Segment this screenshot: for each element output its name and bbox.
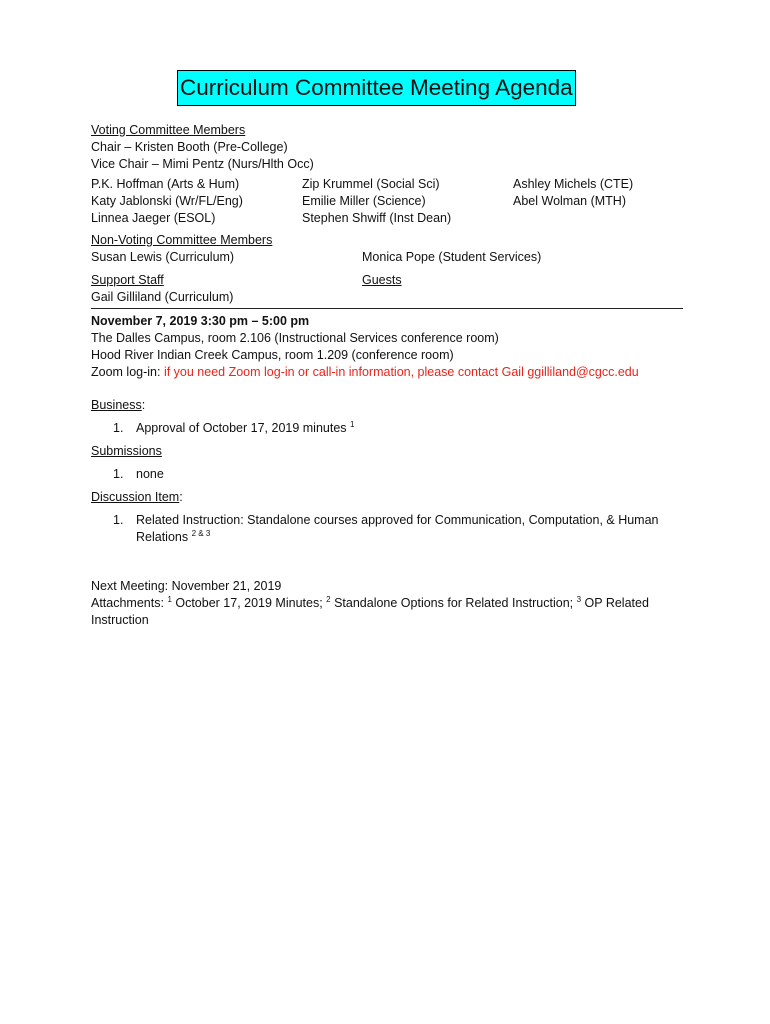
list-item-text (136, 420, 354, 437)
page-title: Curriculum Committee Meeting Agenda (177, 70, 576, 106)
list-item-number: 1. (113, 421, 124, 435)
meeting-location-2: Hood River Indian Creek Campus, room 1.209 (conference room) (91, 348, 454, 362)
voting-member: Katy Jablonski (Wr/FL/Eng) (91, 194, 243, 208)
voting-member: Ashley Michels (CTE) (513, 177, 634, 191)
zoom-line (91, 364, 683, 381)
business-colon: : (141, 398, 146, 412)
voting-member: Abel Wolman (MTH) (513, 194, 626, 208)
footnote-ref: 1 (167, 595, 172, 604)
support-guests-row (91, 272, 683, 289)
nonvoting-row (91, 249, 683, 266)
footnote-ref: 1 (350, 420, 355, 429)
business-heading-line (91, 397, 683, 414)
voting-member: Stephen Shwiff (Inst Dean) (302, 211, 452, 225)
voting-member: Linnea Jaeger (ESOL) (91, 211, 216, 225)
business-heading: Business (91, 398, 142, 412)
list-item-text: none (136, 467, 164, 481)
voting-row (91, 176, 683, 193)
discussion-item-text: Related Instruction: Standalone courses approved for Communication, Computation, & Human Relations (136, 513, 659, 544)
attachments-label: Attachments: (91, 596, 168, 610)
attachment-3: OP Related Instruction (91, 596, 649, 627)
voting-member: Emilie Miller (Science) (302, 194, 426, 208)
zoom-label: Zoom log-in (91, 365, 157, 379)
support-member: Gail Gilliland (Curriculum) (91, 290, 234, 304)
zoom-note: if you need Zoom log-in or call-in information, please contact Gail ggilliland@cgcc.edu (163, 365, 639, 379)
discussion-heading-line (91, 489, 683, 506)
list-item (91, 512, 683, 546)
footnote-ref: 3 (576, 595, 582, 604)
nonvoting-heading: Non-Voting Committee Members (91, 233, 273, 247)
agenda-body (91, 122, 683, 629)
voting-row (91, 210, 683, 227)
voting-member: Zip Krummel (Social Sci) (302, 177, 440, 191)
guests-heading: Guests (362, 273, 402, 287)
meeting-location-1: The Dalles Campus, room 2.106 (Instructional Services conference room) (91, 331, 499, 345)
discussion-heading: Discussion Item (91, 490, 180, 504)
discussion-colon: : (179, 490, 183, 504)
footnote-ref: 2 & 3 (191, 529, 211, 538)
voting-members-heading: Voting Committee Members (91, 123, 246, 137)
zoom-colon: : (157, 365, 164, 379)
next-meeting: Next Meeting: November 21, 2019 (91, 579, 282, 593)
support-staff-heading: Support Staff (91, 273, 164, 287)
list-item (91, 466, 683, 483)
voting-members-grid (91, 176, 683, 227)
list-item-number: 1. (113, 513, 124, 527)
list-item-text (136, 512, 683, 546)
attachment-1: October 17, 2019 Minutes; (171, 596, 327, 610)
voting-member: P.K. Hoffman (Arts & Hum) (91, 177, 240, 191)
business-item-text: Approval of October 17, 2019 minutes (136, 421, 347, 435)
submissions-heading: Submissions (91, 444, 162, 458)
nonvoting-member: Susan Lewis (Curriculum) (91, 250, 235, 264)
attachments-line (91, 595, 681, 629)
list-item (91, 420, 683, 437)
attachment-2: Standalone Options for Related Instruction; (330, 596, 577, 610)
section-divider (91, 308, 683, 309)
nonvoting-member: Monica Pope (Student Services) (362, 250, 542, 264)
meeting-datetime: November 7, 2019 3:30 pm – 5:00 pm (91, 314, 310, 328)
vice-chair-line: Vice Chair – Mimi Pentz (Nurs/Hlth Occ) (91, 157, 314, 171)
chair-line: Chair – Kristen Booth (Pre-College) (91, 140, 288, 154)
list-item-number: 1. (113, 467, 124, 481)
footnote-ref: 2 (326, 595, 331, 604)
voting-row (91, 193, 683, 210)
